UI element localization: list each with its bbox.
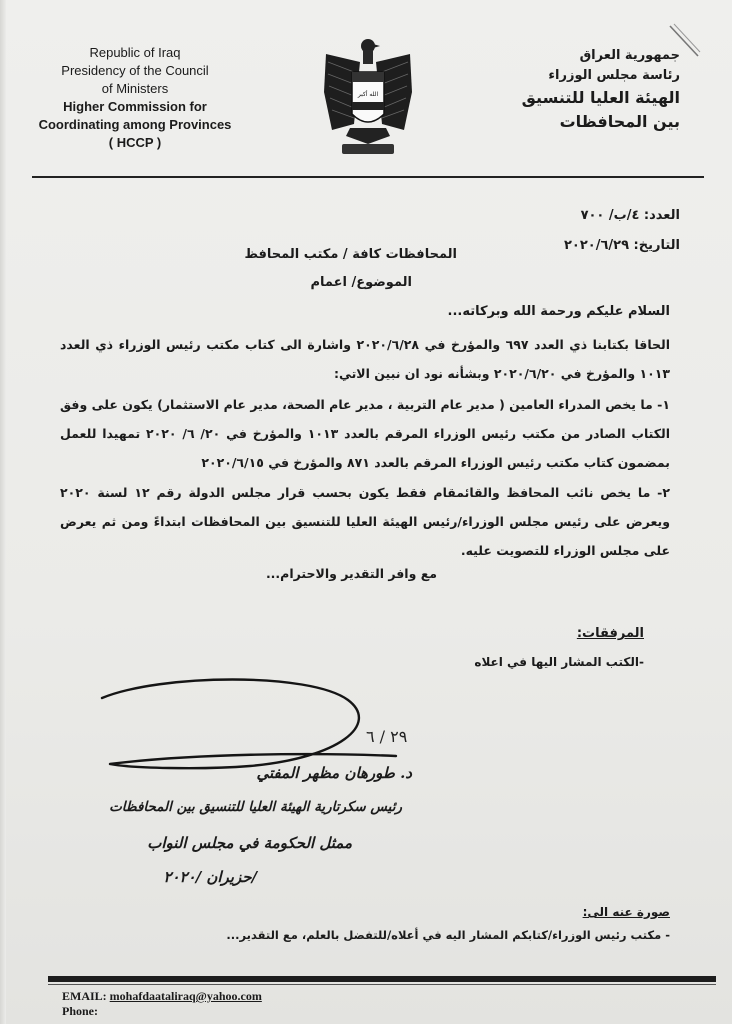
emblem-text: الله أكبر <box>357 91 379 98</box>
signer-title-1: رئيس سكرتارية الهيئة العليا للتنسيق بين المحافظات <box>109 799 402 815</box>
signer-title-2: ممثل الحكومة في مجلس النواب <box>147 834 352 852</box>
paragraph-3: ٢- ما يخص نائب المحافظ والقائمقام فقط يكون بحسب قرار مجلس الدولة رقم ١٢ لسنة ٢٠٢٠ ويعرض على رئيس مجلس الوزراء/رئيس الهيئة العليا للتنسيق بين المحافظات ابتداءً ومن ثم يعرض على مجلس الوزراء للتصويت عليه. <box>60 485 670 558</box>
ar-line-1: جمهورية العراق <box>579 48 680 63</box>
copy-to-item: - مكتب رئيس الوزراء/كتابكم المشار اليه في أعلاه/للتفضل بالعلم، مع التقدير... <box>226 928 670 942</box>
en-bold-line-3: ( HCCP ) <box>108 135 162 150</box>
signature-date: /حزيران /٢٠٢٠ <box>163 868 257 886</box>
signer-name: د. طورهان مظهر المفتي <box>256 764 412 782</box>
attachments-item: -الكتب المشار اليها في اعلاه <box>474 655 644 669</box>
en-bold-line-2: Coordinating among Provinces <box>38 117 232 132</box>
iraq-emblem-icon <box>320 32 416 162</box>
attachments-title: المرفقات: <box>576 626 644 641</box>
subject-line: الموضوع/ اعمام <box>310 275 412 290</box>
closing-line: مع وافر التقدير والاحترام... <box>265 566 437 581</box>
addressee: المحافظات كافة / مكتب المحافظ <box>244 247 457 262</box>
en-line-2: Presidency of the Council <box>61 63 209 78</box>
en-bold-line-1: Higher Commission for <box>63 99 207 114</box>
greeting: السلام عليكم ورحمة الله وبركاته... <box>447 304 670 319</box>
footer-phone: Phone: <box>62 1004 98 1018</box>
copy-to-title: صورة عنه الى: <box>582 905 670 919</box>
paragraph-2: ١- ما يخص المدراء العامين ( مدير عام التربية ، مدير عام الصحة، مدير عام الاستثمار) يكون على وفق الكتاب الصادر من مكتب رئيس الوزراء المرقم بالعدد ١٠١٣ والمؤرخ في ٢٠/ ٦/ ٢٠٢٠ تمهيدا للعمل بمضمون كتاب مكتب رئيس الوزراء المرقم بالعدد ٨٧١ والمؤرخ في ٢٠٢٠/٦/١٥ <box>60 397 670 470</box>
footer-thin-line <box>48 984 716 985</box>
email-address[interactable]: mohafdaataliraq@yahoo.com <box>109 989 262 1003</box>
signature-date-mark: ٢٩ / ٦ <box>366 727 408 746</box>
footer-bar <box>48 976 716 982</box>
document-date: التاريخ: ٢٠٢٠/٦/٢٩ <box>563 238 680 253</box>
ar-line-3: الهيئة العليا للتنسيق <box>521 88 680 107</box>
en-line-1: Republic of Iraq <box>89 45 181 60</box>
english-header <box>30 44 240 152</box>
footer-email <box>62 989 262 1004</box>
arabic-header <box>480 46 680 134</box>
ar-line-2: رئاسة مجلس الوزراء <box>548 68 680 83</box>
email-label: EMAIL: <box>62 989 107 1003</box>
ar-line-4: بين المحافظات <box>559 112 680 131</box>
header-divider <box>32 176 704 178</box>
en-line-3: of Ministers <box>101 81 169 96</box>
document-number: العدد: ٤/ب/ ٧٠٠ <box>580 208 680 223</box>
page-edge-shadow <box>0 0 6 1024</box>
paragraph-1: الحاقا بكتابنا ذي العدد ٦٩٧ والمؤرخ في ٢٠٢٠/٦/٢٨ واشارة الى كتاب مكتب رئيس الوزراء ذي العدد ١٠١٣ والمؤرخ في ٢٠٢٠/٦/٢٠ وبشأنه نود ان نبين الاتي: <box>60 337 671 381</box>
